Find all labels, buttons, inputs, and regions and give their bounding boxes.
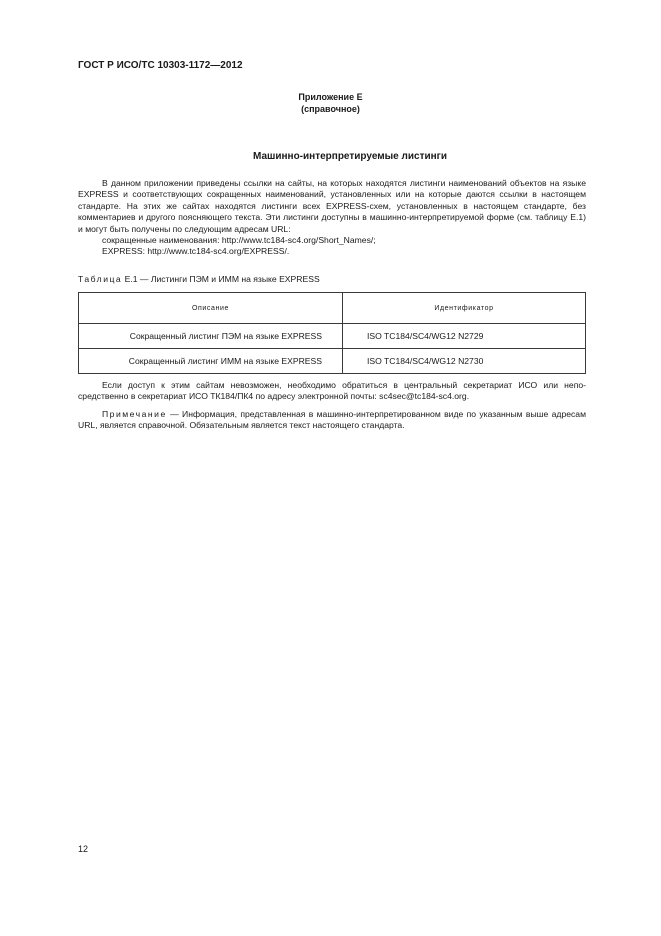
table-cell-identifier: ISO TC184/SC4/WG12 N2729 xyxy=(343,324,586,349)
column-header-identifier: Идентификатор xyxy=(343,293,586,324)
listings-table xyxy=(78,292,586,374)
page-number: 12 xyxy=(78,844,89,854)
url-short-names: сокращенные наименования: http://www.tc184-sc4.org/Short_Names/; xyxy=(102,235,376,246)
note-label: Примечание xyxy=(102,409,167,419)
section-heading: Машинно-интерпретируемые листинги xyxy=(253,151,447,162)
table-caption xyxy=(78,274,320,284)
table-cell-description: Сокращенный листинг ИММ на языке EXPRESS xyxy=(79,349,343,374)
url-express: EXPRESS: http://www.tc184-sc4.org/EXPRESS/. xyxy=(102,246,290,257)
annex-status: (справочное) xyxy=(301,104,360,114)
table-cell-identifier: ISO TC184/SC4/WG12 N2730 xyxy=(343,349,586,374)
table-cell-description: Сокращенный листинг ПЭМ на языке EXPRESS xyxy=(79,324,343,349)
note-text: — Информация, представленная в машинно-интерпретированном виде по указанным выше адресам URL, является справочной. Обязательным является текст настоящего стандарта. xyxy=(78,409,586,431)
note-paragraph xyxy=(78,409,586,432)
table-header-row xyxy=(79,293,586,324)
intro-text: В данном приложении приведены ссылки на сайты, на которых находятся листинги наименований объектов на языке EXPRESS и соответствующих сокращенных наименований, установленных или на которые даются ссылки в настоящем стандарте. На этих же сайтах находятся листинги всех EXPRESS-схем, установленных в настоящем стандарте, без комментариев и другого поясняющего текста. Эти листинги доступны в машинно-интерпретируемой форме (см. таблицу Е.1) и могут быть получены по следующим адресам URL: xyxy=(78,178,586,234)
standard-header: ГОСТ Р ИСО/ТС 10303-1172—2012 xyxy=(78,60,243,71)
intro-paragraph xyxy=(78,178,586,258)
table-caption-label: Таблица xyxy=(78,274,123,284)
access-note-paragraph: Если доступ к этим сайтам невозможен, необходимо обратиться в центральный секретариат ИСО или непо-средственно в секретариат ИСО ТК184/ПК4 по адресу электронной почты: sc4sec@tc184-sc4.org. xyxy=(78,380,586,402)
table-caption-text: Е.1 — Листинги ПЭМ и ИММ на языке EXPRESS xyxy=(122,274,320,284)
table-row xyxy=(79,349,586,374)
column-header-description: Описание xyxy=(79,293,343,324)
table-row xyxy=(79,324,586,349)
annex-title: Приложение Е xyxy=(298,92,363,102)
